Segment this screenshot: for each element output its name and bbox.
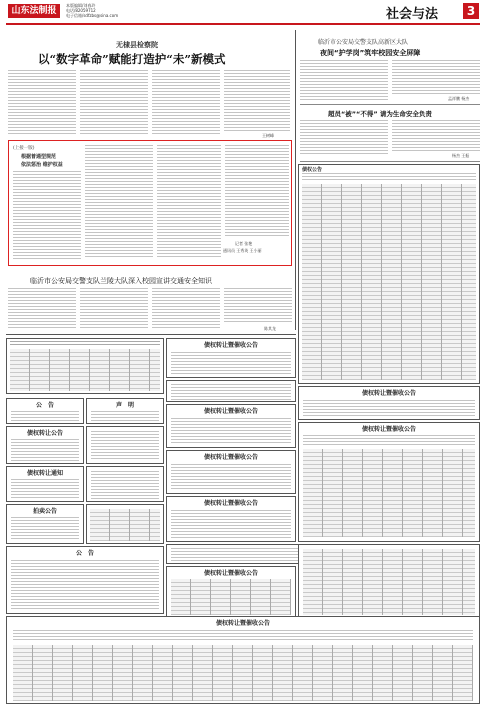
gonggao-2-body [11,560,159,610]
notice-col-title: 债权转让暨催收公告 [203,570,258,577]
yiyi-1-body [11,439,79,461]
paper-logo [8,4,60,18]
right-mid-col-1 [300,120,388,156]
paimai-title: 拍卖公告 [32,508,57,515]
side-1-body [91,431,159,461]
notice-right-2-grid [303,449,475,537]
notice-side-1 [86,426,164,464]
right-top-headline: 夜间“护学岗”筑牢校园安全屏障 [320,49,421,57]
mid-col-4 [224,288,292,324]
notice-col-grid [171,579,291,615]
paimai-body [11,517,79,541]
mid-col-1 [8,288,76,328]
notice-center-1-title: 债权转让暨催收公告 [203,342,258,349]
notice-side-2 [86,466,164,502]
boxed-col-1 [13,171,81,259]
right-top-byline: 孟祥鹏 杨杰 [448,96,470,101]
side-3-grid [90,509,160,541]
notice-right-3 [298,544,480,618]
main-article-col-1 [8,70,76,136]
right-table-grid [302,184,476,380]
notice-right-1-title: 债权转让暨催收公告 [361,390,416,397]
notice-col-bottom [166,566,296,618]
masthead-rule [6,23,480,25]
notice-right-3-grid [303,549,475,615]
right-table-intro [302,173,476,182]
mid-article-headline: 临沂市公安局交警支队兰陵大队深入校园宣讲交通安全知识 [30,277,212,285]
notice-bottom-grid [13,645,473,701]
boxed-article [8,140,292,266]
notice-center-4 [166,450,296,494]
info-line-phone: 电话/82059712 [66,8,96,13]
gonggao-1-title: 公 告 [35,402,54,409]
notice-center-1 [166,338,296,378]
main-article-col-3 [152,70,220,136]
notice-center-3 [166,404,296,448]
notice-bottom-title: 债权转让暨催收公告 [215,620,270,627]
notice-shengming [86,398,164,424]
boxed-article-tag: (上接一版) [13,146,35,151]
notice-center-5 [166,496,296,542]
notice-center-2 [166,380,296,402]
notice-center-2-body [171,384,291,400]
main-article-col-4 [224,70,290,132]
yiyi-1-title: 债权转让公告 [26,430,63,437]
right-top-col-1 [300,60,388,100]
notice-wide-grid [10,349,160,391]
mid-col-2 [80,288,148,328]
notice-center-4-title: 债权转让暨催收公告 [203,454,258,461]
ads-divider [6,334,296,335]
info-line-email: 电子信箱/sdfzbs@sina.com [66,13,119,18]
boxed-byline-name: 记者 张艳 [235,241,253,246]
right-table-title: 债权公告 [302,167,323,173]
boxed-col-3 [157,145,221,259]
right-top-col-2 [392,60,480,94]
right-divider-1 [300,104,480,105]
notice-center-4-body [171,464,291,491]
boxed-col-4 [225,145,289,237]
notice-bottom-intro [13,630,473,642]
main-article-byline: 王树峰 [262,133,274,138]
notice-center-1-body [171,352,291,374]
notice-right-2 [298,422,480,542]
shengming-title: 声 明 [115,402,134,409]
notice-center-3-title: 债权转让暨催收公告 [203,408,258,415]
right-divider-2 [300,161,480,162]
right-mid-byline: 杨杰 王振 [452,153,470,158]
gonggao-1-body [11,411,79,421]
page-number: 3 [463,3,479,19]
boxed-article-title-2: 依法惩治 维护权益 [21,162,63,168]
right-mid-headline: 超员“被”“不得” 请为生命安全负责 [328,110,432,118]
notice-gonggao-2 [6,546,164,614]
gonggao-2-title: 公 告 [75,550,94,557]
shengming-body [91,411,159,421]
main-article-headline: 以“数字革命”赋能打造护“未”新模式 [38,52,226,66]
notice-right-2-title: 债权转让暨催收公告 [361,426,416,433]
masthead [0,0,486,22]
notice-right-1 [298,386,480,420]
main-article-col-2 [80,70,148,136]
notice-bottom [6,616,480,704]
edition-info [66,3,146,18]
paper-name: 山东法制报 [11,6,57,16]
notice-wide-table [6,338,164,394]
column-divider [295,30,296,330]
main-article-kicker: 无棣县检察院 [116,41,158,49]
boxed-byline-reporters: 通讯员 王秀英 王小丽 [223,248,262,253]
boxed-article-title-1: 根据普通型规范 [21,154,57,160]
side-2-body [91,471,159,499]
notice-right-2-intro [303,435,475,447]
mid-col-3 [152,288,220,328]
notice-center-3-body [171,418,291,445]
right-table-notice [298,164,480,384]
notice-paimai [6,504,84,544]
mid-article-byline: 陈其龙 [264,326,276,331]
notice-side-3 [86,504,164,544]
notice-right-1-body [303,400,475,417]
notice-yiyi-2 [6,466,84,502]
yiyi-2-title: 债权转让通知 [26,470,63,477]
notice-wide-heading [10,341,160,347]
section-title: 社会与法 [386,7,439,22]
right-top-kicker: 临沂市公安局交警支队高新区大队 [318,39,409,46]
notice-center-5-title: 债权转让暨催收公告 [203,500,258,507]
notice-yiyi-1 [6,426,84,464]
yiyi-2-body [11,479,79,499]
boxed-col-2 [85,145,153,259]
info-line-editor: 本版编辑/刘春玲 [66,3,96,8]
right-mid-col-2 [392,120,480,152]
notice-gonggao-1 [6,398,84,424]
notice-center-5-body [171,510,291,539]
